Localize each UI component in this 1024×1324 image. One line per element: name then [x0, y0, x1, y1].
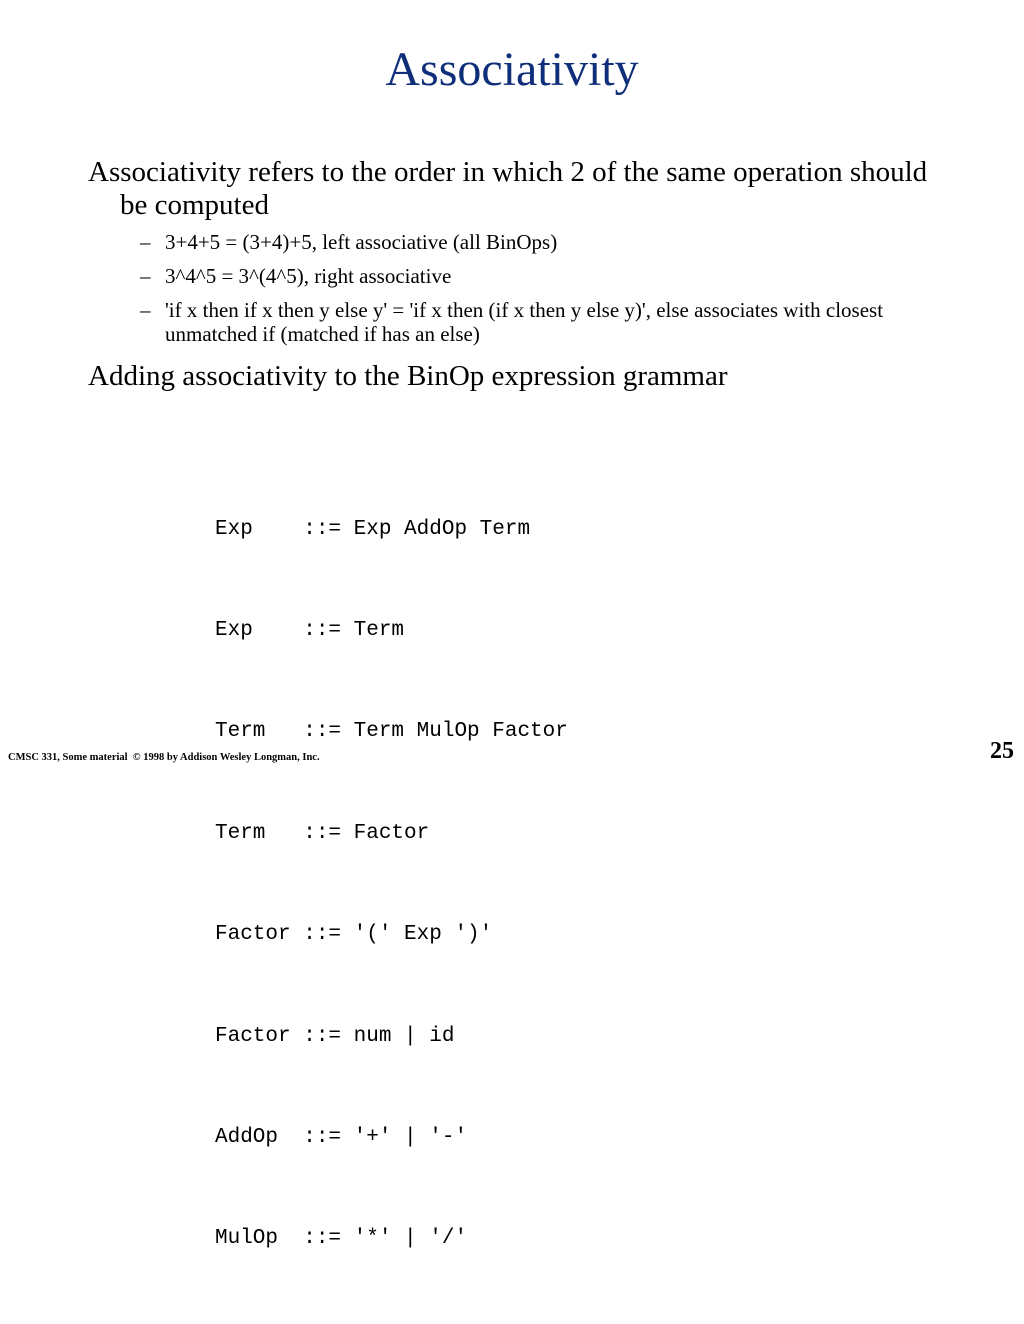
sub-bullet-text: 'if x then if x then y else y' = 'if x then (if x then y else y)', else associates with closest unmatched if (matched if has an else): [165, 298, 884, 346]
dash-marker: –: [140, 230, 151, 254]
grammar-rule: Exp ::= Term: [215, 618, 405, 642]
grammar-rule: Exp ::= Exp AddOp Term: [215, 517, 531, 541]
grammar-rule: Term ::= Factor: [215, 821, 430, 845]
slide-title: Associativity: [385, 43, 639, 96]
sub-bullet-text: 3+4+5 = (3+4)+5, left associative (all BinOps): [165, 230, 558, 254]
sub-bullet-right-associative: [88, 264, 948, 288]
sub-bullet-left-associative: [88, 230, 948, 254]
dash-marker: –: [140, 298, 151, 322]
grammar-rule: AddOp ::= '+' | '-': [215, 1125, 468, 1149]
footer-copyright: CMSC 331, Some material © 1998 by Addison Wesley Longman, Inc.: [8, 752, 320, 763]
grammar-rule: Term ::= Term MulOp Factor: [215, 720, 568, 744]
grammar-rule: Factor ::= '(' Exp ')': [215, 923, 493, 947]
grammar-rule: MulOp ::= '*' | '/': [215, 1227, 468, 1251]
page-number: 25: [990, 738, 1014, 764]
sub-bullet-text: 3^4^5 = 3^(4^5), right associative: [165, 264, 452, 288]
slide-body: [88, 156, 948, 401]
grammar-rule: Factor ::= num | id: [215, 1024, 455, 1048]
bullet-associativity-definition: Associativity refers to the order in which 2 of the same operation should be computed: [88, 156, 928, 221]
sub-bullet-dangling-else: [88, 298, 948, 346]
dash-marker: –: [140, 264, 151, 288]
bullet-adding-associativity: Adding associativity to the BinOp expression grammar: [88, 360, 728, 392]
grammar-rules: [215, 445, 568, 1324]
